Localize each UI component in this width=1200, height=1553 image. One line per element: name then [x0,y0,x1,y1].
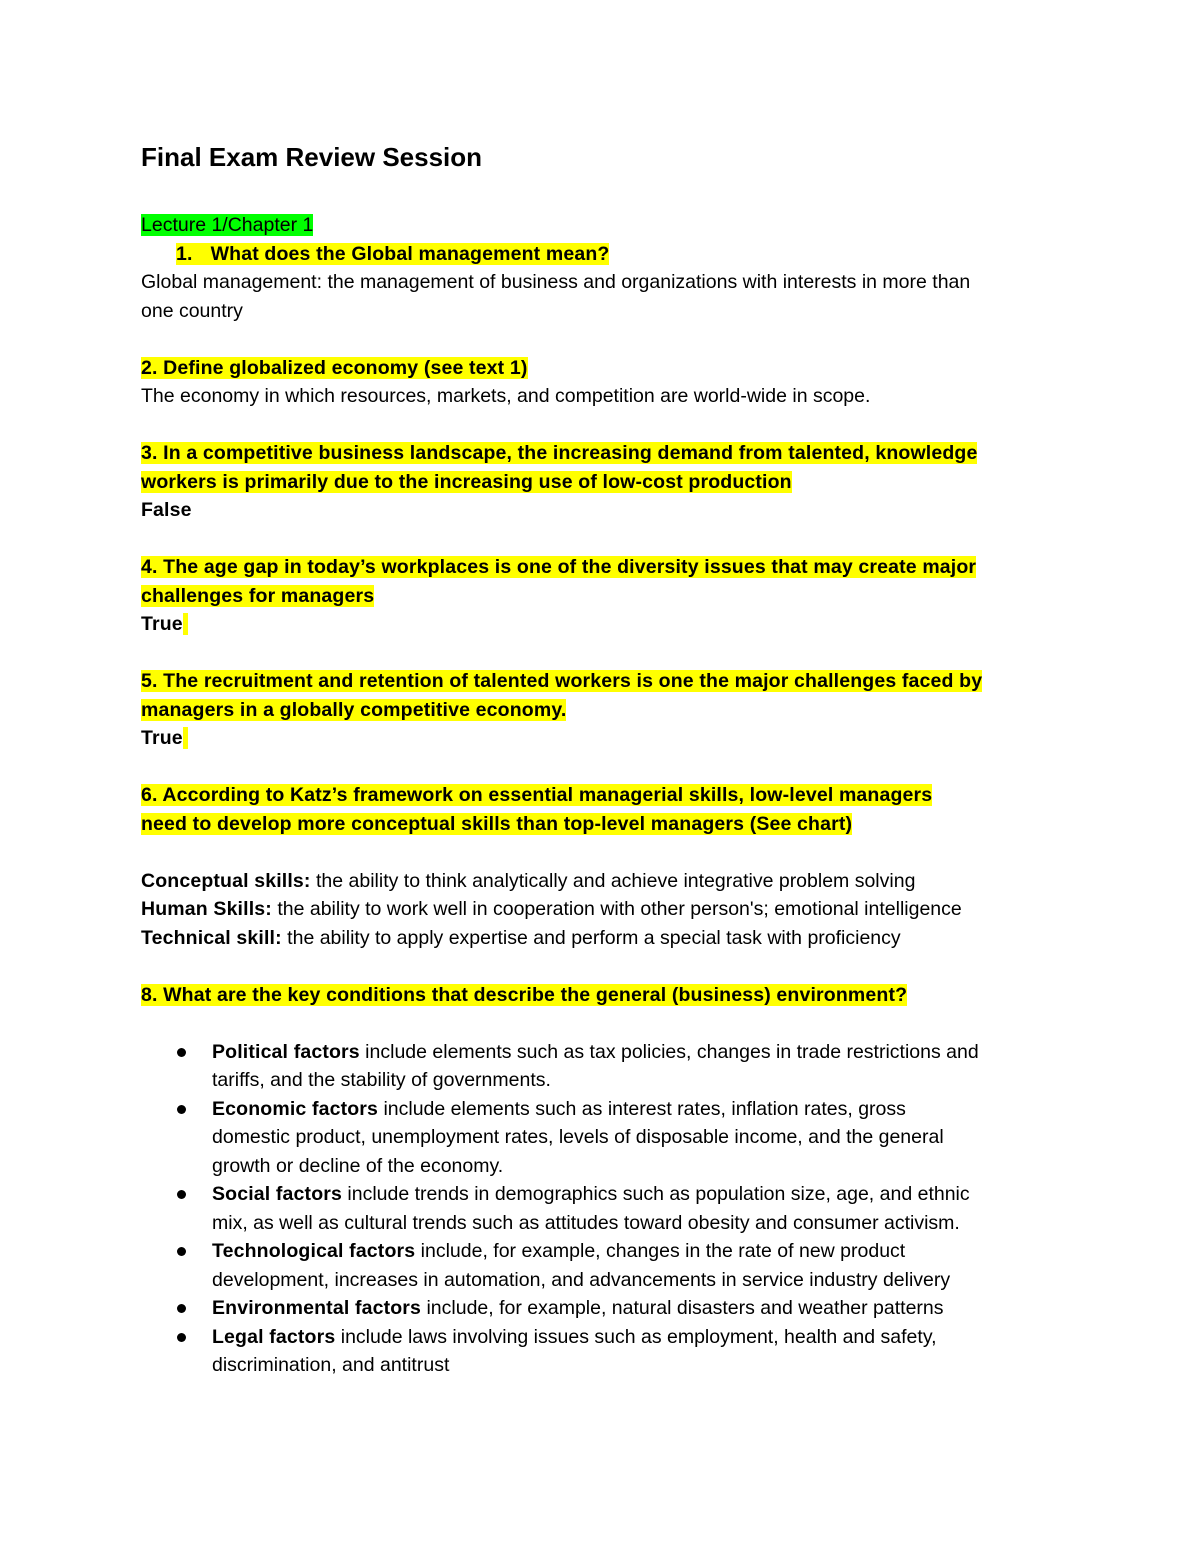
question-5-line-2: managers in a globally competitive economy. [141,698,567,721]
bullet-icon [177,1048,186,1057]
factors-list [141,1038,1060,1380]
list-item-economic: Economic factors include elements such as interest rates, inflation rates, gross domestic product, unemployment rates, levels of disposable income, and the general growth or decline of the economy. [141,1095,1060,1181]
answer-1-line-2: one country [141,299,243,322]
list-item-legal: Legal factors include laws involving issues such as employment, health and safety, discrimination, and antitrust [141,1323,1060,1380]
question-8: 8. What are the key conditions that describe the general (business) environment? [141,983,908,1006]
bullet-icon [177,1304,186,1313]
question-2: 2. Define globalized economy (see text 1) [141,356,528,379]
question-4-line-2: challenges for managers [141,584,375,607]
lecture-heading: Lecture 1/Chapter 1 [141,214,314,236]
question-6-line-1: 6. According to Katz’s framework on essential managerial skills, low-level managers [141,784,933,806]
question-1: 1. What does the Global management mean? [176,242,610,265]
question-4-line-1: 4. The age gap in today’s workplaces is one of the diversity issues that may create major [141,556,977,578]
list-item-technological: Technological factors include, for example, changes in the rate of new product development, increases in automation, and advancements in service industry delivery [141,1237,1060,1294]
answer-3: False [141,499,192,521]
skill-conceptual: Conceptual skills: the ability to think analytically and achieve integrative problem solving [141,869,916,892]
answer-2: The economy in which resources, markets, and competition are world-wide in scope. [141,385,871,407]
answer-1-line-1: Global management: the management of business and organizations with interests in more than [141,271,971,293]
answer-4: True [141,610,1060,639]
bullet-icon [177,1247,186,1256]
question-3-line-1: 3. In a competitive business landscape, the increasing demand from talented, knowledge [141,442,978,464]
skill-technical: Technical skill: the ability to apply expertise and perform a special task with proficiency [141,926,901,949]
bullet-icon [177,1333,186,1342]
question-6-line-2: need to develop more conceptual skills than top-level managers (See chart) [141,812,853,835]
question-5-line-1: 5. The recruitment and retention of talented workers is one the major challenges faced by [141,670,983,692]
question-3-line-2: workers is primarily due to the increasing use of low-cost production [141,470,792,493]
page-title: Final Exam Review Session [141,142,483,172]
bullet-icon [177,1190,186,1199]
list-item-social: Social factors include trends in demographics such as population size, age, and ethnic mix, as well as cultural trends such as attitudes toward obesity and consumer activism. [141,1180,1060,1237]
list-item-political: Political factors include elements such as tax policies, changes in trade restrictions and tariffs, and the stability of governments. [141,1038,1060,1095]
bullet-icon [177,1105,186,1114]
answer-5: True [141,724,1060,753]
skill-human: Human Skills: the ability to work well in cooperation with other person's; emotional intelligence [141,898,962,920]
list-item-environmental: Environmental factors include, for example, natural disasters and weather patterns [141,1294,1060,1323]
